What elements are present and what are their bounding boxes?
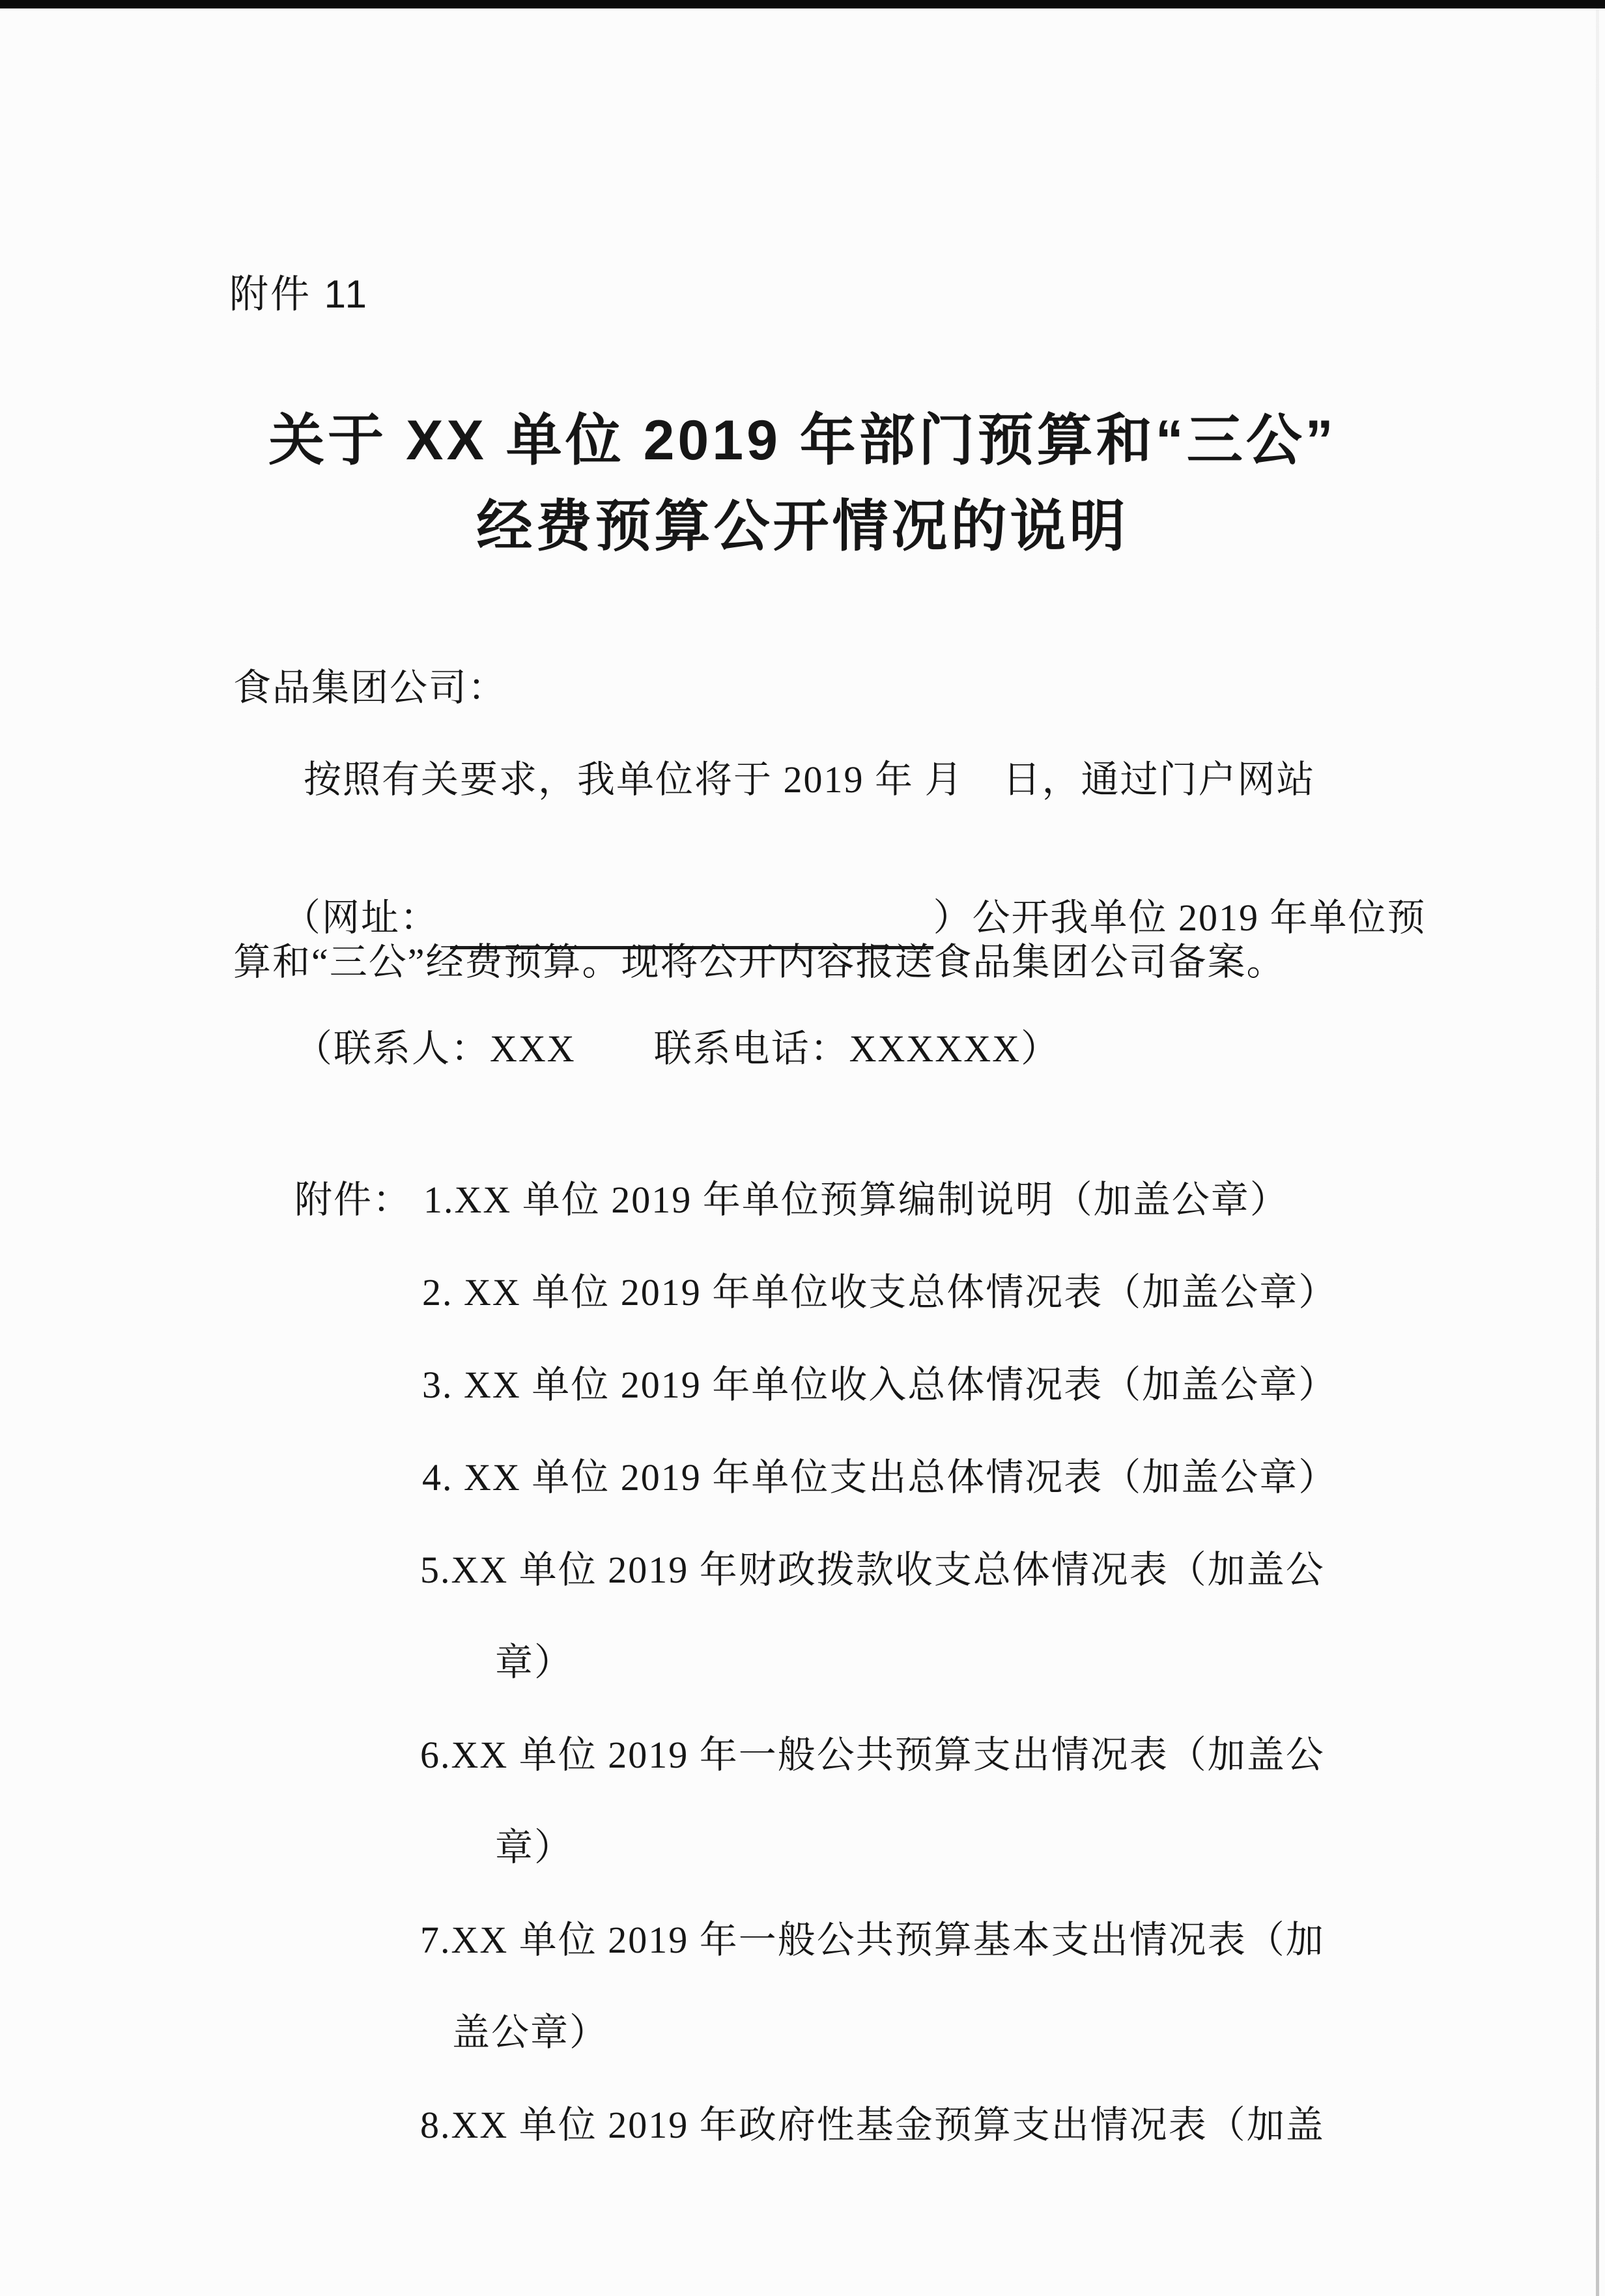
attachment-item-5: 5.XX 单位 2019 年财政拨款收支总体情况表（加盖公 — [420, 1549, 1325, 1591]
attachment-item-2: 2. XX 单位 2019 年单位收支总体情况表（加盖公章） — [422, 1271, 1338, 1313]
document-title-line2: 经费预算公开情况的说明 — [476, 495, 1129, 558]
attachment-item-1: 1.XX 单位 2019 年单位预算编制说明（加盖公章） — [423, 1179, 1289, 1221]
attachment-item-6: 6.XX 单位 2019 年一般公共预算支出情况表（加盖公 — [420, 1734, 1325, 1776]
contact-line: （联系人：XXX 联系电话：XXXXXX） — [294, 1027, 1060, 1070]
url-line-continuation: ）公开我单位 2019 年单位预 — [933, 897, 1427, 939]
scan-artifact-right-edge — [1596, 8, 1599, 2296]
attachment-item-7-continuation: 盖公章） — [452, 2011, 609, 2054]
salutation: 食品集团公司： — [233, 667, 507, 709]
attachments-label: 附件： — [294, 1179, 412, 1221]
attachment-item-8: 8.XX 单位 2019 年政府性基金预算支出情况表（加盖 — [420, 2104, 1325, 2146]
body-paragraph-line3: 算和“三公”经费预算。现将公开内容报送食品集团公司备案。 — [233, 941, 1286, 983]
attachment-item-4: 4. XX 单位 2019 年单位支出总体情况表（加盖公章） — [422, 1456, 1338, 1499]
body-paragraph-line1: 按照有关要求，我单位将于 2019 年 月 日，通过门户网站 — [304, 758, 1316, 801]
attachment-item-7: 7.XX 单位 2019 年一般公共预算基本支出情况表（加 — [420, 1919, 1325, 1961]
attachment-tag: 附件 11 — [229, 272, 369, 316]
attachment-item-3: 3. XX 单位 2019 年单位收入总体情况表（加盖公章） — [422, 1364, 1338, 1406]
scan-artifact-top-bar — [0, 0, 1605, 8]
document-title-line1: 关于 XX 单位 2019 年部门预算和“三公” — [268, 409, 1337, 472]
attachment-item-6-continuation: 章） — [495, 1826, 574, 1869]
attachment-item-5-continuation: 章） — [495, 1641, 574, 1684]
url-label: （网址： — [283, 897, 450, 939]
